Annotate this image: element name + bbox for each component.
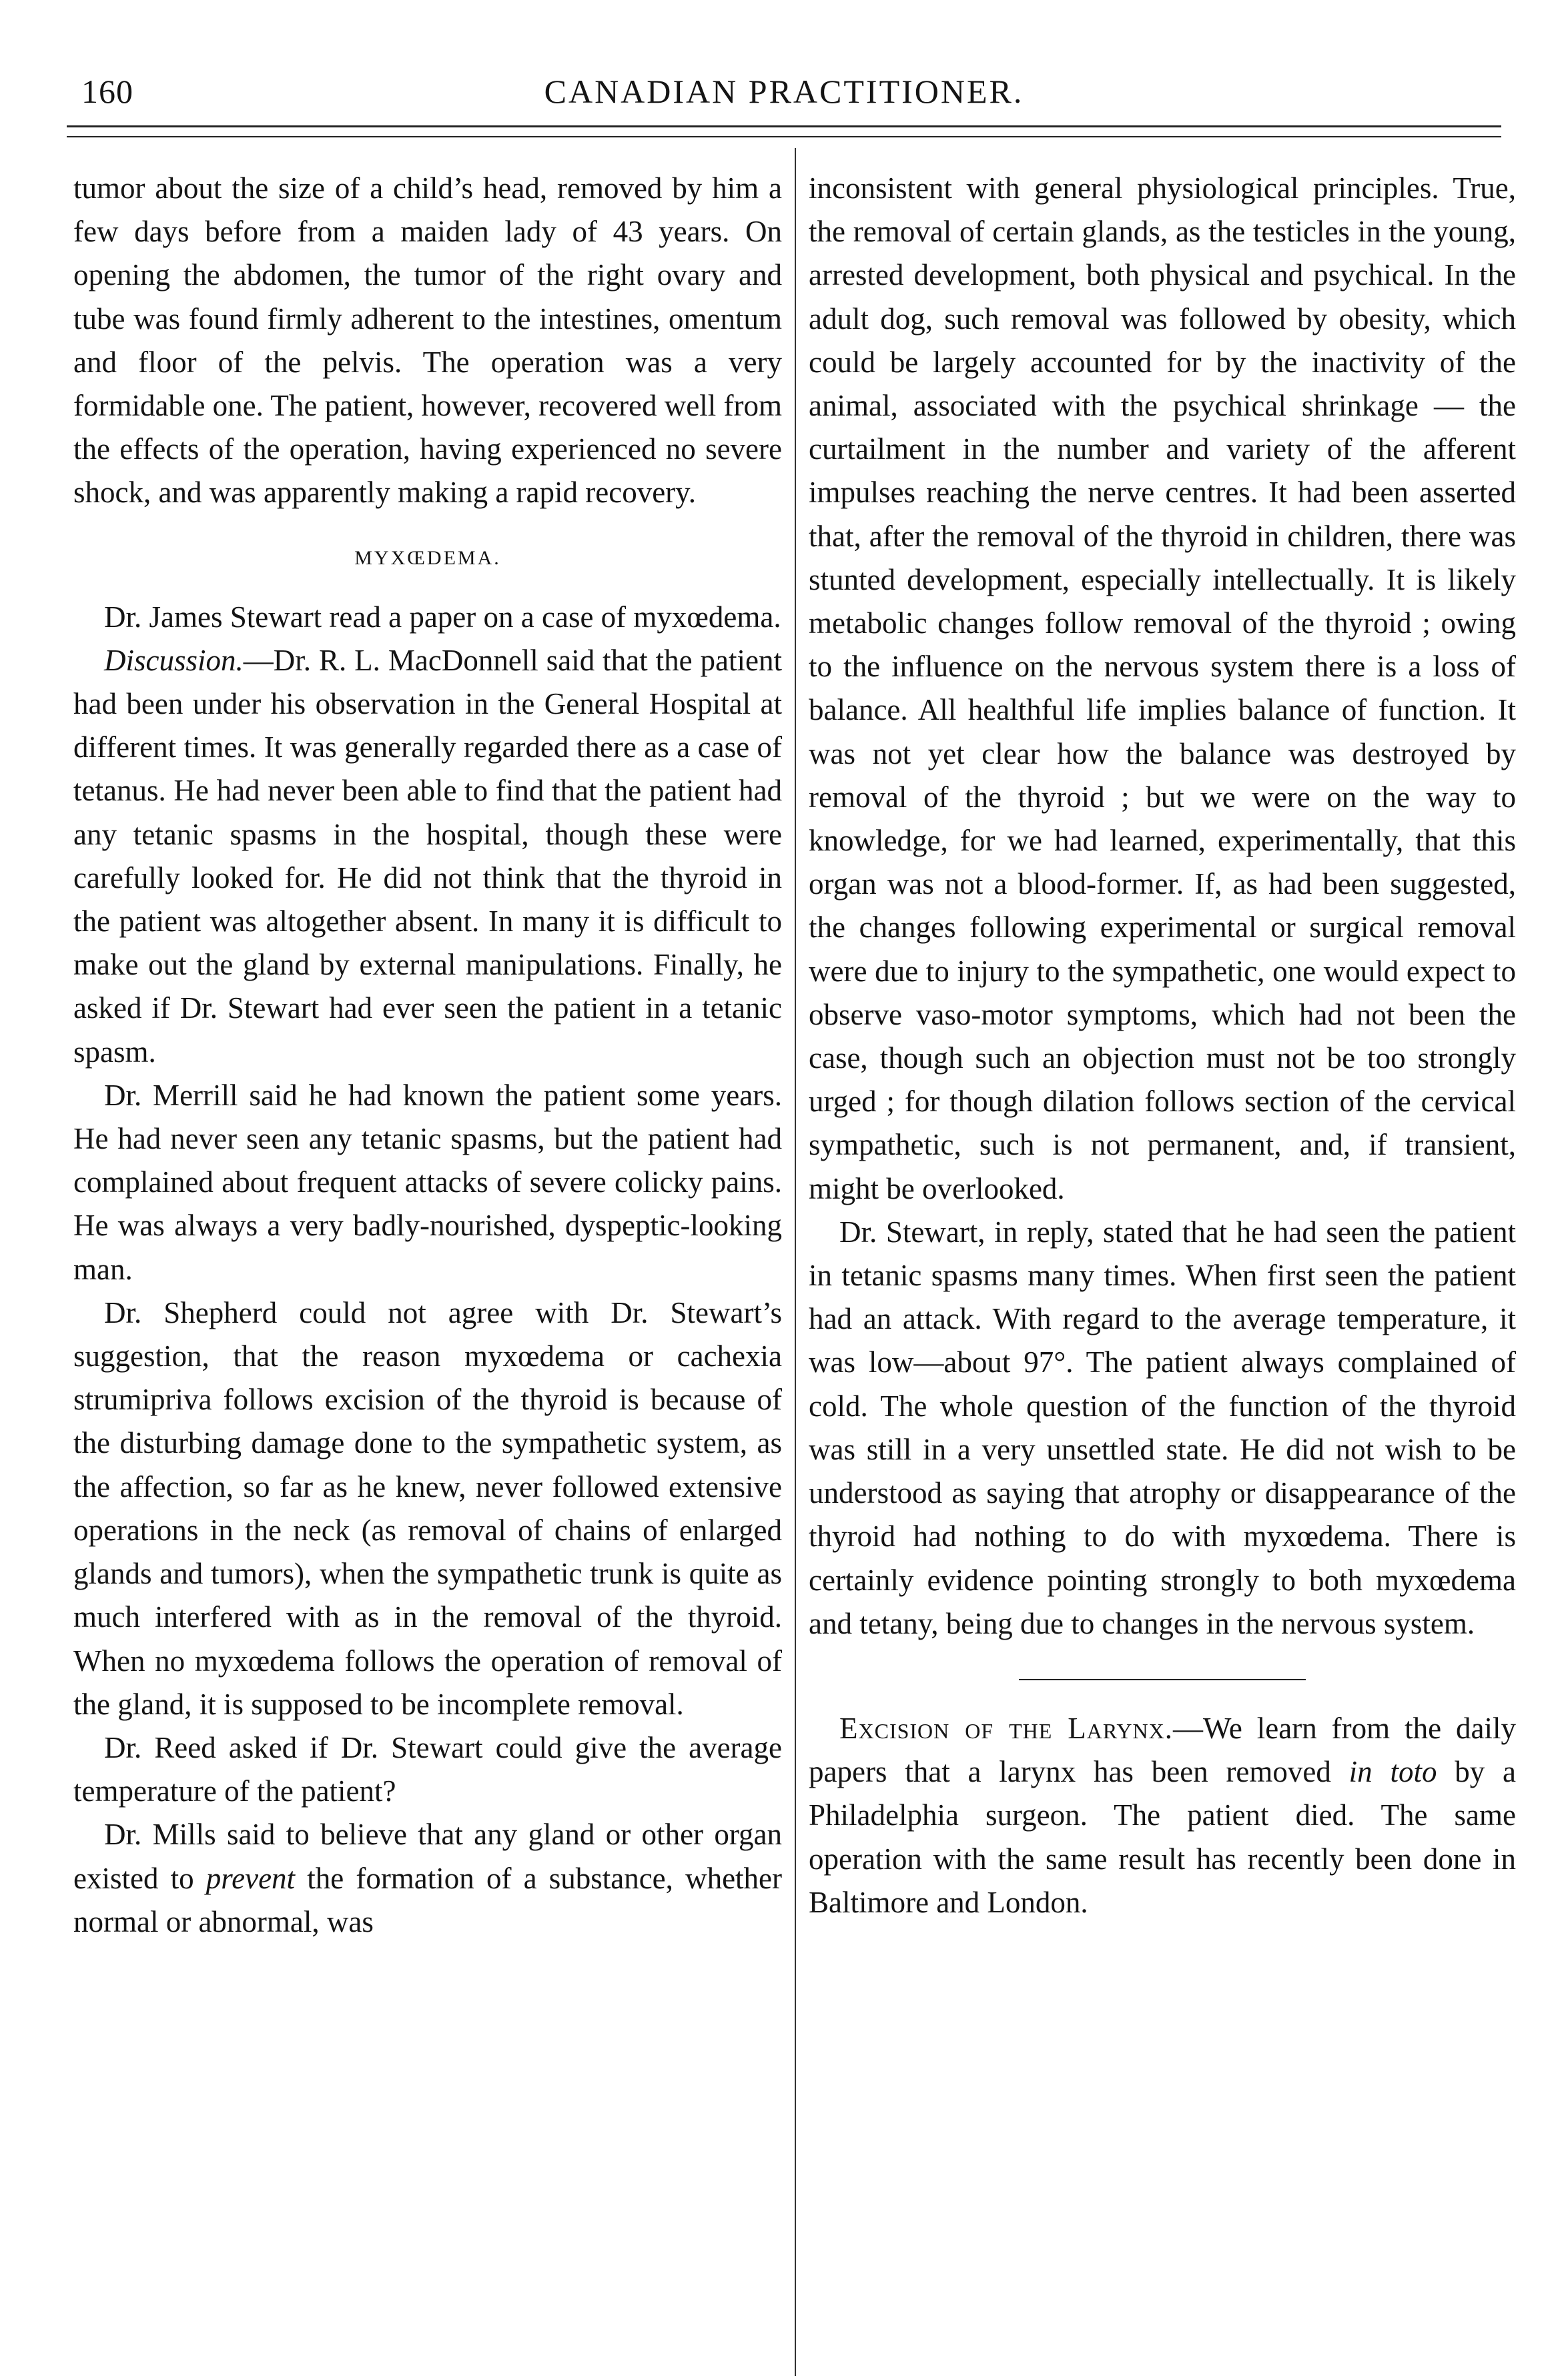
section-separator: [1019, 1679, 1306, 1680]
left-column: [73, 167, 782, 1944]
paragraph: Dr. James Stewart read a paper on a case of myxœdema.: [104, 600, 781, 634]
running-title: CANADIAN PRACTITIONER.: [544, 73, 1024, 110]
paragraph-text: —Dr. R. L. MacDonnell said that the patient had been under his observation in the General Hospital at different times. It was generally regarded there as a case of tetanus. He had never been able to find that the patient had any tetanic spasms in the hospital, though these were carefully looked for. He did not think that the thyroid in the patient was altogether absent. In many it is difficult to make out the gland by external manipulations. Finally, he asked if Dr. Stewart had ever seen the patient in a tetanic spasm.: [73, 643, 782, 1069]
paragraph: [73, 1813, 782, 1944]
paragraph: Dr. Reed asked if Dr. Stewart could give the average temperature of the patient?: [73, 1730, 782, 1808]
paragraph: [73, 639, 782, 1074]
paragraph: tumor about the size of a child’s head, removed by him a few days before from a maiden lady of 43 years. On opening the abdomen, the tumor of the right ovary and tube was found firmly adherent to the intestines, omentum and floor of the pelvis. The operation was a very formidable one. The patient, however, recovered well from the effects of the operation, having experienced no severe shock, and was apparently making a rapid recovery.: [73, 171, 782, 510]
emphasis: in toto: [1348, 1755, 1437, 1789]
emphasis: prevent: [206, 1861, 296, 1895]
page-number: 160: [81, 73, 133, 110]
right-column: [809, 167, 1516, 1924]
section-heading: MYXŒDEMA.: [354, 546, 501, 569]
article-heading: Excision of the Larynx.: [839, 1711, 1173, 1745]
paragraph-text: the formation of a substance, whether normal or abnormal, was: [73, 1861, 782, 1938]
paragraph: Dr. Shepherd could not agree with Dr. Stewart’s suggestion, that the reason myxœdema or cachexia strumipriva follows excision of the thyroid is because of the disturbing damage done to the sympathetic system, as the affection, so far as he knew, never followed extensive operations in the neck (as removal of chains of enlarged glands and tumors), when the sympathetic trunk is quite as much interfered with as in the removal of the thyroid. When no myxœdema follows the operation of removal of the gland, it is supposed to be incomplete removal.: [73, 1295, 782, 1721]
paragraph-text: —We learn from the daily papers that a larynx has been removed: [809, 1711, 1516, 1789]
discussion-label: Discussion.: [104, 643, 244, 677]
paragraph-text: Dr. Mills said to believe that any gland or other organ existed to: [73, 1818, 782, 1895]
paragraph: Dr. Merrill said he had known the patient some years. He had never seen any tetanic spasms, but the patient had complained about frequent attacks of severe colicky pains. He was always a very badly-nourished, dyspeptic-looking man.: [73, 1078, 782, 1286]
header-rule-thin: [67, 136, 1501, 137]
header-rule: [67, 125, 1501, 127]
column-divider: [795, 148, 796, 2376]
paragraph: inconsistent with general physiological principles. True, the removal of certain glands, as the testicles in the young, arrested development, both physical and psychical. In the adult dog, such removal was followed by obesity, which could be largely accounted for by the inactivity of the animal, associated with the psychical shrinkage — the curtailment in the number and variety of the afferent impulses reaching the nerve centres. It had been asserted that, after the removal of the thyroid in children, there was stunted development, especially intellectually. It is likely metabolic changes follow removal of the thyroid ; owing to the influence on the nervous system there is a loss of balance. All healthful life implies balance of function. It was not yet clear how the balance was destroyed by removal of the thyroid ; but we were on the way to knowledge, for we had learned, experimentally, that this organ was not a blood-former. If, as had been suggested, the changes following experimental or surgical removal were due to injury to the sympathetic, one would expect to observe vaso-motor symptoms, which had not been the case, though such an objection must not be too strongly urged ; for though dilation follows section of the cervical sympathetic, such is not permanent, and, if transient, might be overlooked.: [809, 171, 1516, 1205]
paragraph: [809, 1707, 1516, 1924]
paragraph-text: by a Philadelphia surgeon. The patient died. The same operation with the same result has recently been done in Baltimore and London.: [809, 1755, 1516, 1919]
page-header: [73, 55, 1495, 115]
paragraph: Dr. Stewart, in reply, stated that he had seen the patient in tetanic spasms many times. When first seen the patient had an attack. With regard to the average temperature, it was low—about 97°. The patient always complained of cold. The whole question of the function of the thyroid was still in a very unsettled state. He did not wish to be understood as saying that atrophy or disappearance of the thyroid had nothing to do with myxœdema. There is certainly evidence pointing strongly to both myxœdema and tetany, being due to changes in the nervous system.: [809, 1215, 1516, 1640]
